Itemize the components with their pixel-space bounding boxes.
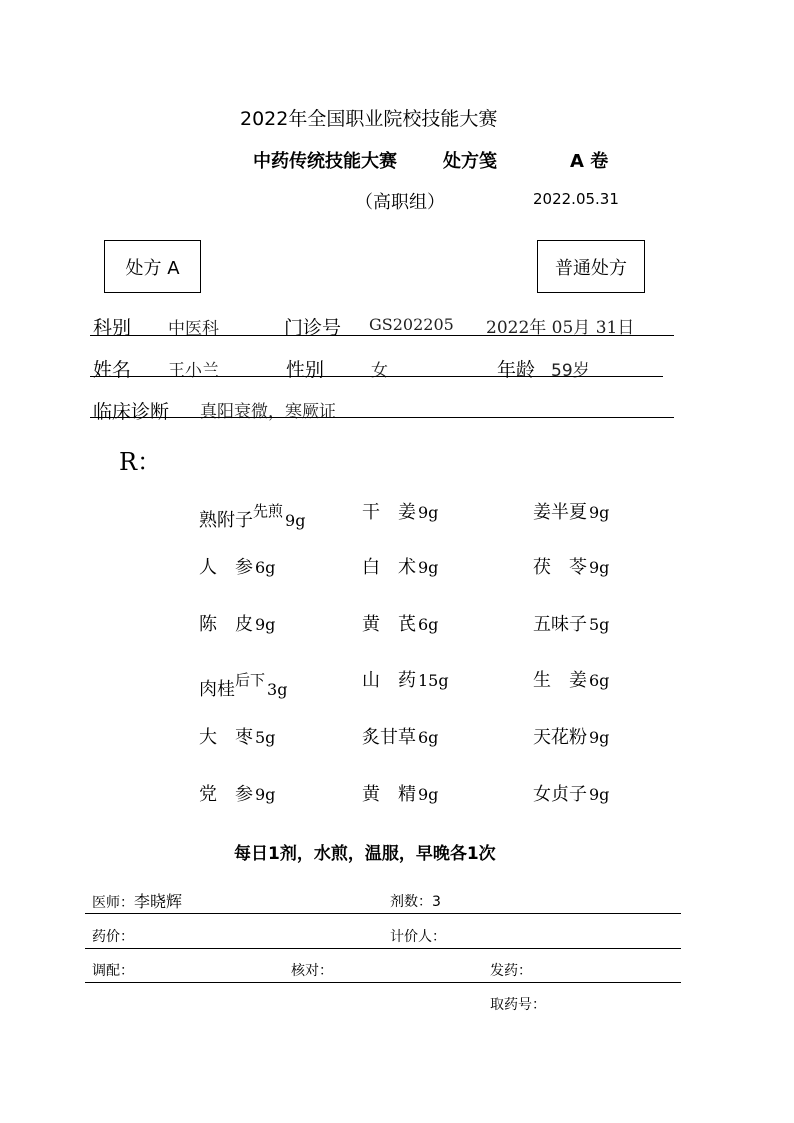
herb-item: 生 姜 6g <box>533 670 610 691</box>
gender-label: 性别 <box>286 359 325 381</box>
rx-symbol: R： <box>119 448 162 476</box>
dept-value: 中医科 <box>168 319 219 339</box>
dispense-label: 调配： <box>92 963 134 979</box>
diagnosis-label: 临床诊断 <box>93 401 170 423</box>
herb-item: 白 术 9g <box>362 557 439 578</box>
prescription-a-label: 处方 A <box>125 257 180 279</box>
herb-item: 五味子 5g <box>533 614 610 635</box>
prescription-type-label: 普通处方 <box>555 257 627 279</box>
usage-instructions: 每日1剂，水煎，温服，早晚各1次 <box>234 844 496 864</box>
volume-label: A 卷 <box>570 151 609 172</box>
herb-item: 党 参 9g <box>199 784 276 805</box>
doctor-label: 医师： <box>92 895 134 911</box>
footer-divider-3 <box>85 982 681 983</box>
doctor-value: 李晓辉 <box>134 892 183 911</box>
herb-item: 大 枣 5g <box>199 727 276 748</box>
name-label: 姓名 <box>93 359 132 381</box>
herb-item: 茯 苓 9g <box>533 557 610 578</box>
clinic-no-value: GS202205 <box>369 315 454 334</box>
clinic-no-label: 门诊号 <box>284 317 342 339</box>
pickup-label: 取药号： <box>490 997 546 1013</box>
prescription-a-box <box>104 240 201 293</box>
name-value: 王小兰 <box>168 361 219 381</box>
header-date: 2022.05.31 <box>533 190 619 208</box>
herb-item: 黄 芪 6g <box>362 614 439 635</box>
herb-item: 肉桂$^{后下}$ 3g <box>199 671 288 700</box>
visit-date: 2022年 05月 31日 <box>486 318 635 338</box>
pricer-label: 计价人： <box>390 929 446 945</box>
page-subtitle: 中药传统技能大赛 <box>253 151 397 172</box>
doses-field <box>390 891 441 911</box>
doctor-field <box>92 889 182 912</box>
group-label: （高职组） <box>355 192 445 213</box>
footer-divider-2 <box>85 948 681 949</box>
doses-label: 剂数： <box>390 894 432 910</box>
herb-item: 山 药 15g <box>362 670 449 691</box>
herb-item: 炙甘草 6g <box>362 727 439 748</box>
age-label: 年龄 <box>497 359 536 381</box>
divider-row-1 <box>90 335 674 336</box>
doses-value: 3 <box>432 894 441 910</box>
price-label: 药价： <box>92 929 134 945</box>
prescription-type-box <box>537 240 645 293</box>
diagnosis-value: 真阳衰微，寒厥证 <box>200 402 336 422</box>
herb-item: 熟附子$^{先煎}$ 9g <box>199 502 306 531</box>
check-label: 核对： <box>291 963 333 979</box>
herb-item: 陈 皮 9g <box>199 614 276 635</box>
herb-item: 姜半夏 9g <box>533 502 610 523</box>
page-title: 2022年全国职业院校技能大赛 <box>240 108 498 130</box>
herb-item: 人 参 6g <box>199 557 276 578</box>
divider-row-2 <box>90 376 663 377</box>
issue-label: 发药： <box>490 963 532 979</box>
herb-item: 女贞子 9g <box>533 784 610 805</box>
footer-divider-1 <box>85 913 681 914</box>
gender-value: 女 <box>371 361 388 381</box>
dept-label: 科别 <box>93 317 132 339</box>
herb-item: 天花粉 9g <box>533 727 610 748</box>
age-value: 59岁 <box>551 361 590 381</box>
page-subtitle-2: 处方笺 <box>443 151 497 172</box>
herb-item: 黄 精 9g <box>362 784 439 805</box>
divider-row-3 <box>90 417 674 418</box>
herb-item: 干 姜 9g <box>362 502 439 523</box>
